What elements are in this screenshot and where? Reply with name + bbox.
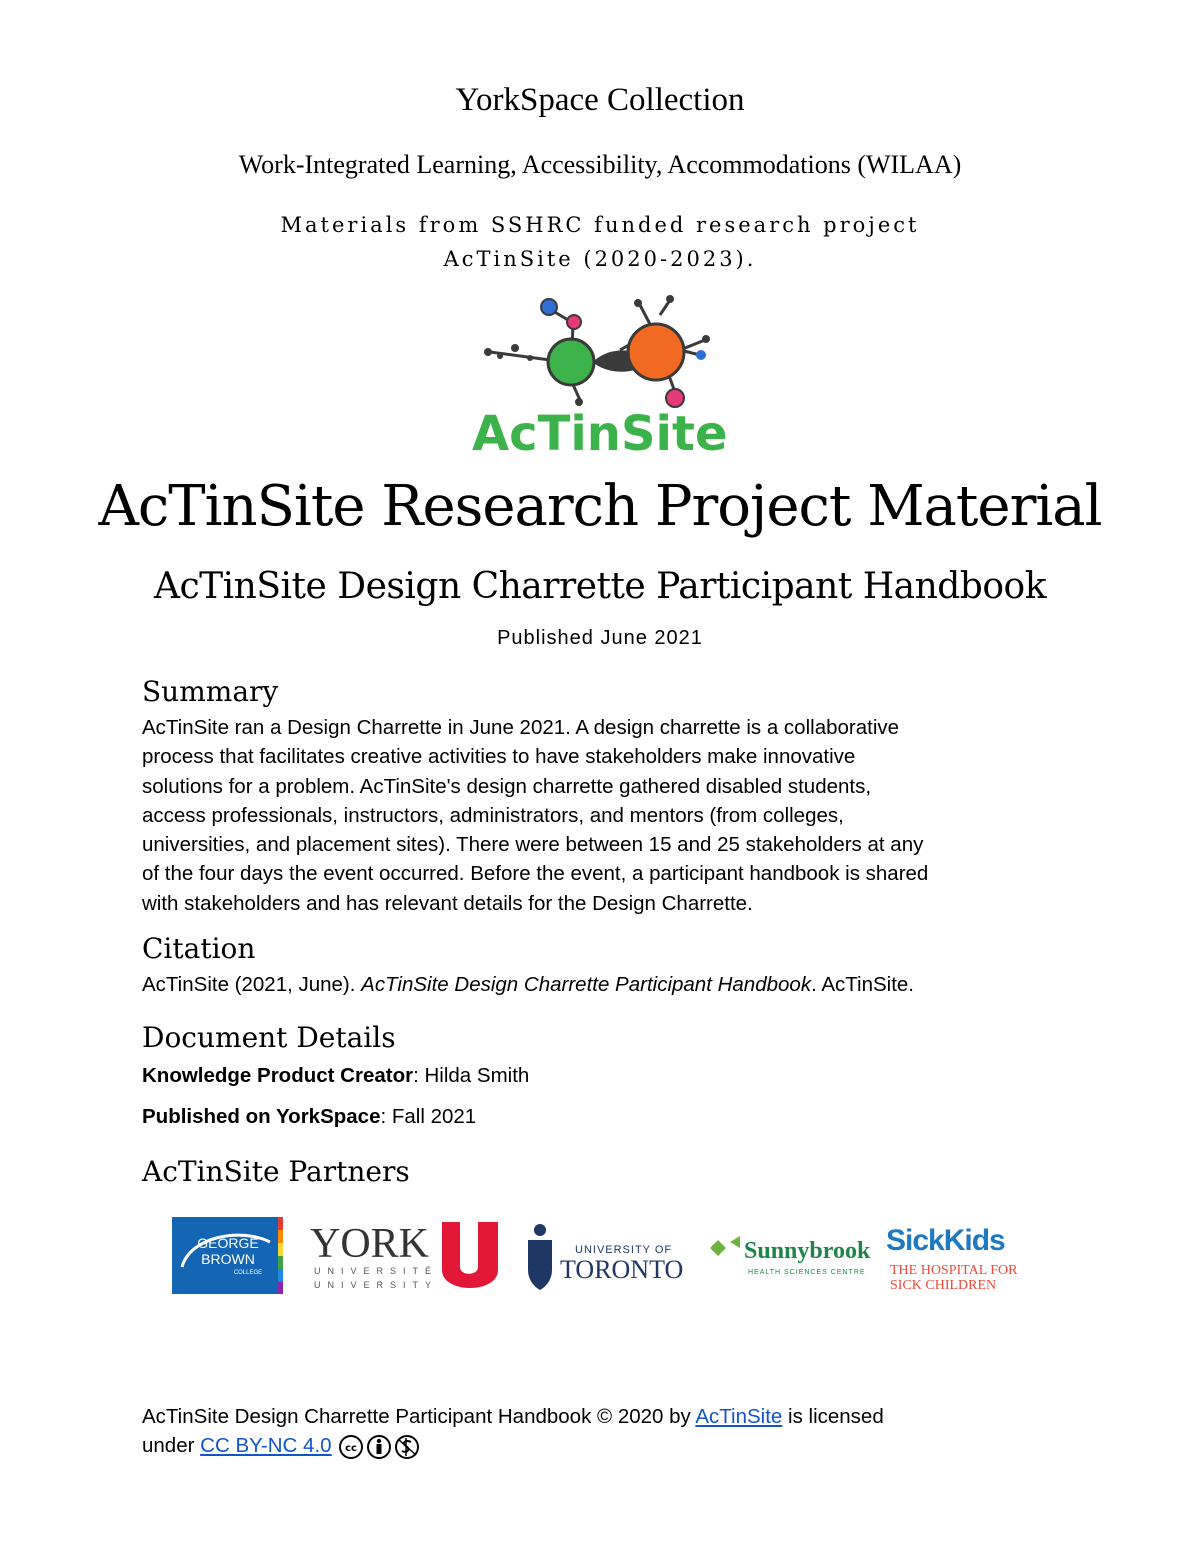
materials-line-1: Materials from SSHRC funded research project <box>280 213 920 237</box>
svg-text:SICK CHILDREN: SICK CHILDREN <box>890 1278 997 1293</box>
summary-text <box>142 713 1062 918</box>
york-university-logo <box>310 1221 498 1290</box>
creator-line <box>142 1061 1062 1090</box>
svg-text:SickKids: SickKids <box>886 1224 1005 1257</box>
svg-text:UNIVERSITÉ: UNIVERSITÉ <box>314 1266 439 1276</box>
collection-subtitle: Work-Integrated Learning, Accessibility, Accommodations (WILAA) <box>238 150 962 179</box>
actinsite-logo <box>470 290 730 460</box>
cc-by-nc-icon <box>338 1434 426 1460</box>
citation-prefix: AcTinSite (2021, June). <box>142 973 362 996</box>
published-label: Published on YorkSpace <box>142 1105 381 1128</box>
summary-line: with stakeholders and has relevant details for the Design Charrette. <box>142 891 753 915</box>
published-value: : Fall 2021 <box>380 1105 477 1128</box>
creator-label: Knowledge Product Creator <box>142 1064 414 1087</box>
svg-text:GEORGE: GEORGE <box>197 1235 259 1251</box>
svg-text:HEALTH SCIENCES CENTRE: HEALTH SCIENCES CENTRE <box>748 1269 866 1276</box>
svg-text:TORONTO: TORONTO <box>560 1255 684 1284</box>
license-line-2: under CC BY-NC 4.0 cc <box>142 1431 1062 1460</box>
cc-license-link[interactable]: CC BY-NC 4.0 <box>200 1434 332 1458</box>
summary-line: of the four days the event occurred. Before the event, a participant handbook is shared <box>142 862 929 886</box>
yorkspace-published-line <box>142 1102 1062 1131</box>
logo-wordmark: AcTinSite <box>472 406 728 460</box>
partners-heading: AcTinSite Partners <box>142 1155 410 1188</box>
sickkids-logo <box>886 1224 1018 1293</box>
svg-text:Sunnybrook: Sunnybrook <box>744 1238 871 1264</box>
citation-heading: Citation <box>142 932 256 965</box>
svg-text:YORK: YORK <box>310 1221 430 1267</box>
published-date: Published June 2021 <box>497 627 703 649</box>
document-title: AcTinSite Design Charrette Participant Handbook <box>153 566 1047 607</box>
citation-title: AcTinSite Design Charrette Participant Handbook <box>361 973 812 996</box>
george-brown-logo <box>172 1217 283 1294</box>
svg-text:BROWN: BROWN <box>201 1251 255 1267</box>
university-of-toronto-logo <box>528 1224 683 1290</box>
details-heading: Document Details <box>142 1021 396 1054</box>
page-title: AcTinSite Research Project Material <box>98 474 1102 539</box>
license-line-1: AcTinSite Design Charrette Participant Handbook © 2020 by AcTinSite is licensed <box>142 1405 884 1428</box>
svg-text:UNIVERSITY: UNIVERSITY <box>314 1280 439 1290</box>
summary-heading: Summary <box>142 675 279 708</box>
summary-line: universities, and placement sites). There were between 15 and 25 stakeholders at any <box>142 833 924 857</box>
summary-line: access professionals, instructors, administrators, and mentors (from colleges, <box>142 803 844 827</box>
svg-text:THE HOSPITAL FOR: THE HOSPITAL FOR <box>890 1263 1018 1278</box>
creator-value: : Hilda Smith <box>413 1064 530 1087</box>
summary-line: process that facilitates creative activities to have stakeholders make innovative <box>142 745 856 769</box>
citation-suffix: . AcTinSite. <box>811 973 914 996</box>
summary-line: solutions for a problem. AcTinSite's design charrette gathered disabled students, <box>142 774 872 798</box>
partner-logos <box>170 1212 1040 1302</box>
citation-text <box>142 970 1062 999</box>
summary-line: AcTinSite ran a Design Charrette in June 2021. A design charrette is a collaborative <box>142 716 900 739</box>
license-statement <box>142 1402 1062 1461</box>
sunnybrook-logo <box>710 1236 871 1276</box>
materials-line-2: AcTinSite (2020-2023). <box>443 247 757 271</box>
actinsite-link[interactable]: AcTinSite <box>695 1405 783 1428</box>
svg-text:COLLEGE: COLLEGE <box>233 1270 263 1276</box>
collection-title: YorkSpace Collection <box>455 82 745 118</box>
svg-text:cc: cc <box>344 1442 357 1454</box>
svg-text:UNIVERSITY OF: UNIVERSITY OF <box>575 1244 673 1256</box>
